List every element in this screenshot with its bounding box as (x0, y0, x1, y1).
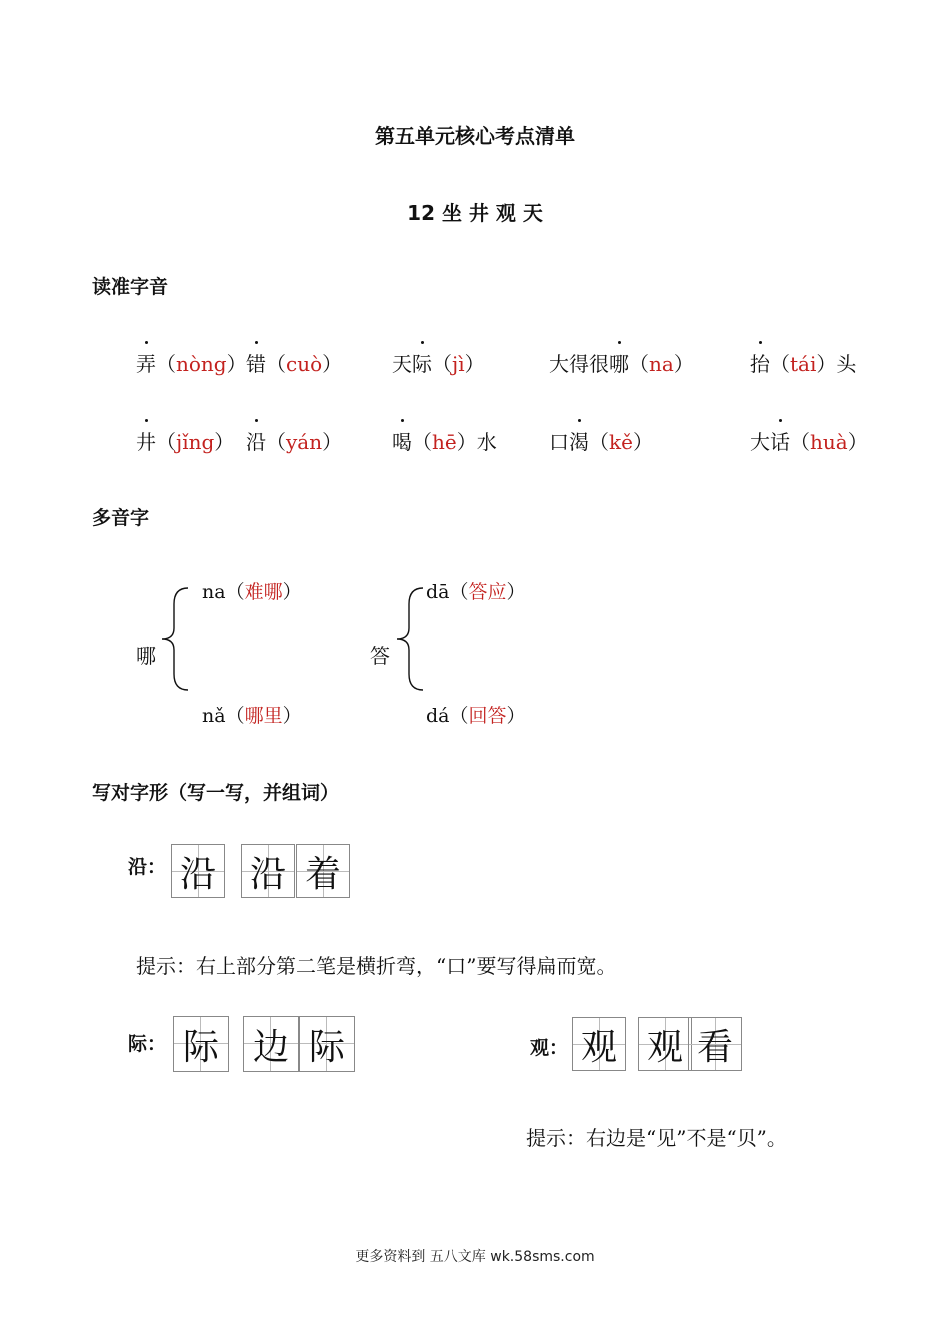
pinyin-text: tái (790, 352, 817, 376)
example-word: 哪里 (244, 705, 283, 727)
target-char: 喝 (392, 426, 412, 455)
pinyin-text: cuò (286, 352, 323, 376)
pinyin-item: 错（cuò） (246, 348, 342, 377)
context-char: 水 (476, 430, 497, 454)
section-poly-heading: 多音字 (92, 507, 150, 529)
grid-char: 着 (304, 853, 341, 895)
char-label: 观： (530, 1037, 569, 1059)
writing-grid-box (243, 1016, 299, 1072)
writing-grid-box (299, 1016, 355, 1072)
writing-grid-box (173, 1016, 229, 1072)
document-title: 第五单元核心考点清单 (375, 124, 575, 148)
writing-grid-box (241, 844, 295, 898)
grid-char: 沿 (179, 853, 216, 895)
pinyin-text: nǎ (202, 705, 226, 727)
char-label: 沿： (128, 856, 167, 878)
grid-char: 际 (182, 1026, 219, 1068)
grid-char: 看 (696, 1026, 733, 1068)
pinyin-text: yán (286, 430, 323, 454)
pinyin-text: huà (810, 430, 848, 454)
writing-grid-box (572, 1017, 626, 1071)
polyphone-reading: dā（答应） (426, 581, 526, 603)
target-char: 错 (246, 348, 266, 377)
pinyin-text: hē (432, 430, 457, 454)
pinyin-text: dá (426, 705, 450, 727)
pinyin-text: nòng (176, 352, 227, 376)
grid-char: 观 (646, 1026, 683, 1068)
writing-grid-box (171, 844, 225, 898)
pinyin-item: 大得很哪（na） (549, 348, 694, 377)
polyphone-char: 哪 (136, 644, 156, 668)
pinyin-item: 口渴（kě） (549, 426, 653, 455)
context-char: 天 (392, 352, 412, 376)
polyphone-reading: na（难哪） (202, 581, 302, 603)
writing-grid-box (688, 1017, 742, 1071)
brace-icon (393, 586, 427, 692)
context-char: 大得很 (549, 352, 609, 376)
target-char: 渴 (569, 426, 589, 455)
polyphone-reading: nǎ（哪里） (202, 705, 302, 727)
pinyin-text: na (649, 352, 674, 376)
context-char: 口 (549, 430, 569, 454)
grid-char: 沿 (249, 853, 286, 895)
pinyin-text: na (202, 581, 226, 603)
grid-char: 观 (580, 1026, 617, 1068)
pinyin-text: kě (609, 430, 633, 454)
char-label: 际： (128, 1033, 167, 1055)
pinyin-text: jì (452, 352, 465, 376)
grid-char: 边 (252, 1026, 289, 1068)
lesson-title: 12 坐 井 观 天 (407, 201, 543, 225)
pinyin-text: jǐng (176, 430, 215, 454)
pinyin-item: 弄（nòng） (136, 348, 247, 377)
target-char: 际 (412, 348, 432, 377)
pinyin-item: 沿（yán） (246, 426, 342, 455)
target-char: 抬 (750, 348, 770, 377)
pinyin-item: 天际（jì） (392, 348, 485, 377)
pinyin-item: 抬（tái）头 (750, 348, 856, 377)
target-char: 沿 (246, 426, 266, 455)
context-char: 大 (750, 430, 770, 454)
writing-grid-box (296, 844, 350, 898)
pinyin-item: 喝（hē）水 (392, 426, 497, 455)
polyphone-char: 答 (370, 644, 390, 668)
pinyin-item: 大话（huà） (750, 426, 868, 455)
section-read-heading: 读准字音 (92, 276, 169, 298)
context-char: 头 (836, 352, 857, 376)
writing-grid-box (638, 1017, 692, 1071)
target-char: 哪 (609, 348, 629, 377)
target-char: 井 (136, 426, 156, 455)
section-write-heading: 写对字形（写一写，并组词） (92, 782, 340, 804)
hint-text: 提示：右边是“见”不是“贝”。 (526, 1126, 787, 1150)
pinyin-item: 井（jǐng） (136, 426, 234, 455)
target-char: 弄 (136, 348, 156, 377)
footer-text: 更多资料到 五八文库 wk.58sms.com (355, 1249, 595, 1265)
grid-char: 际 (308, 1026, 345, 1068)
pinyin-text: dā (426, 581, 450, 603)
example-word: 难哪 (244, 581, 283, 603)
example-word: 回答 (468, 705, 507, 727)
brace-icon (158, 586, 192, 692)
polyphone-reading: dá（回答） (426, 705, 526, 727)
hint-text: 提示：右上部分第二笔是横折弯，“口”要写得扁而宽。 (136, 954, 617, 978)
example-word: 答应 (468, 581, 507, 603)
target-char: 话 (770, 426, 790, 455)
